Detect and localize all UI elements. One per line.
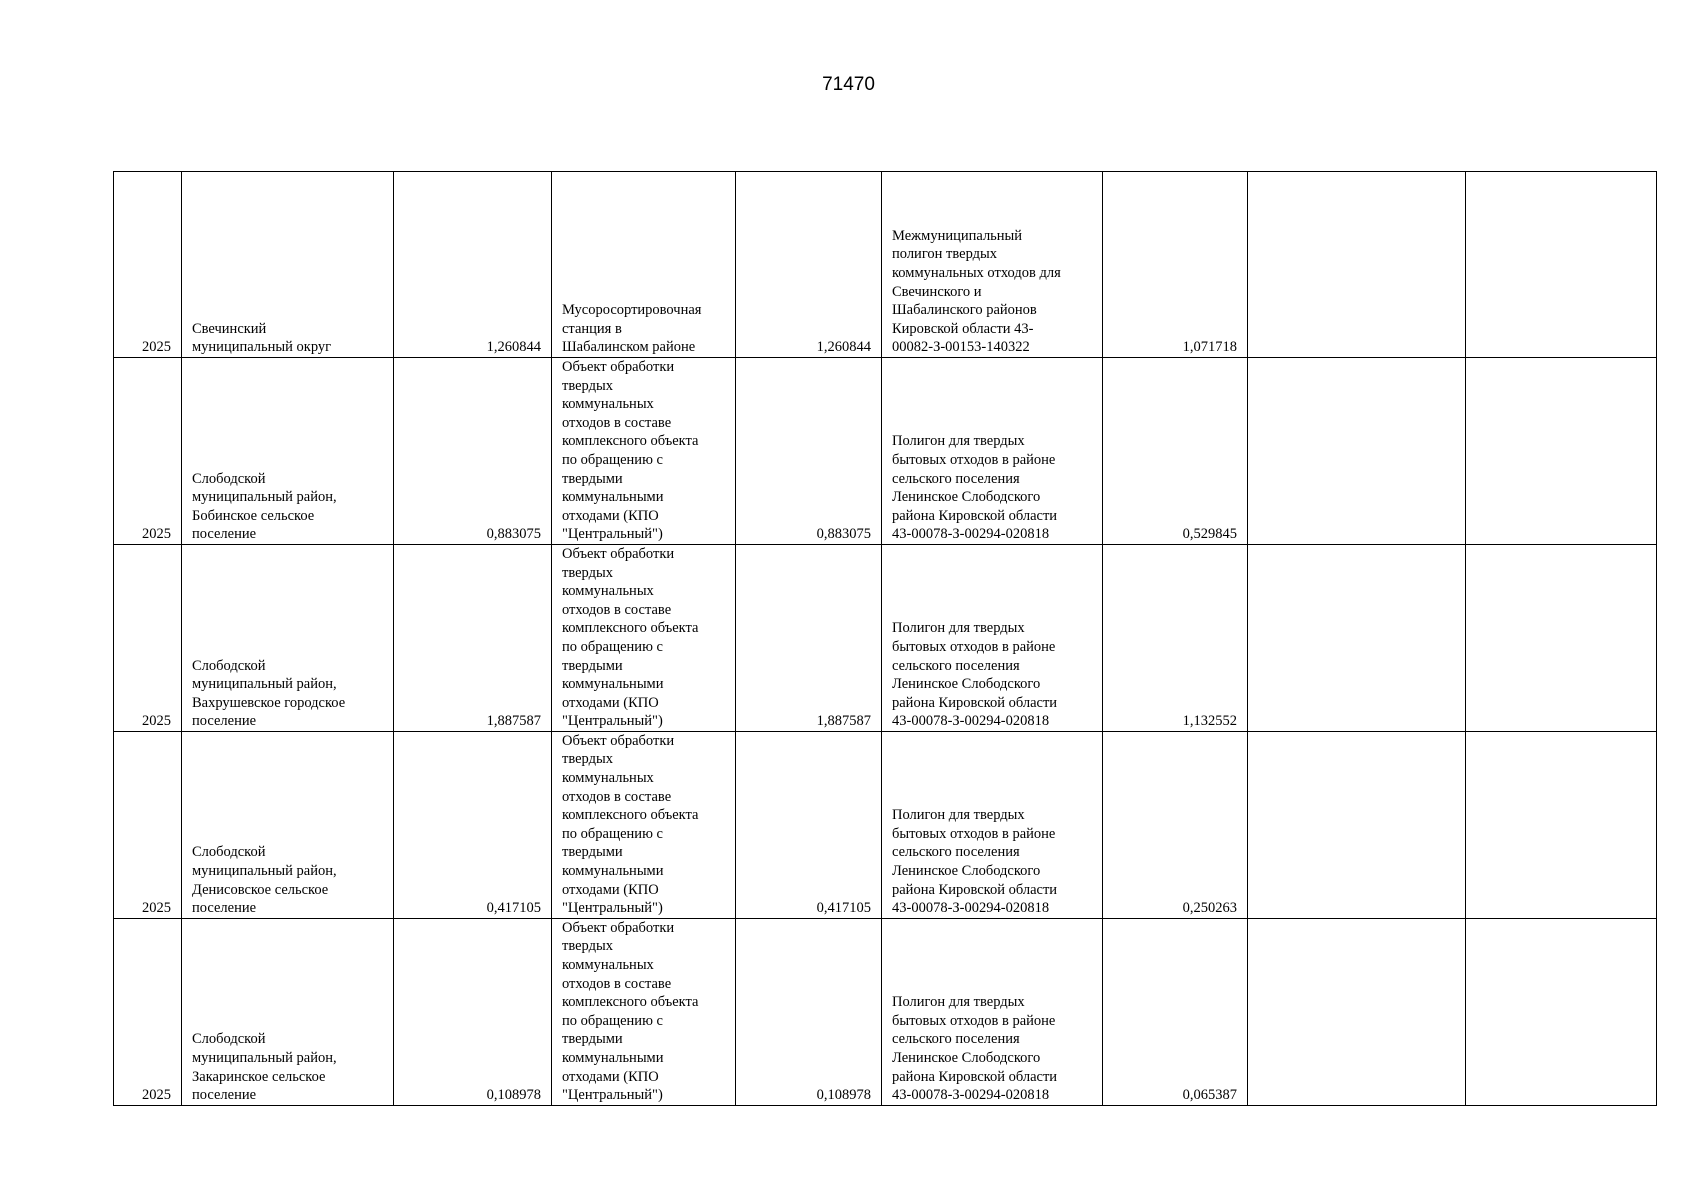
processing-object-cell: Объект обработки твердых коммунальных отходов в составе комплексного объекта по обращению с твердыми коммунальными отходами (КПО "Центральный") [552,731,736,918]
disposal-object-cell: Межмуниципальный полигон твердых коммунальных отходов для Свечинского и Шабалинского районов Кировской области 43- 00082-З-00153-140322 [882,172,1103,358]
municipality-cell: Слободской муниципальный район, Закаринское сельское поселение [182,918,394,1105]
disposal-volume-cell: 0,065387 [1103,918,1248,1105]
disposal-volume-cell: 0,529845 [1103,358,1248,545]
volume-cell: 0,883075 [394,358,552,545]
table-row [114,731,1657,918]
volume-cell: 1,887587 [394,544,552,731]
municipality-cell: Слободской муниципальный район, Вахрушевское городское поселение [182,544,394,731]
municipality-cell: Свечинский муниципальный округ [182,172,394,358]
empty-cell [1248,918,1466,1105]
processing-object-cell: Объект обработки твердых коммунальных отходов в составе комплексного объекта по обращению с твердыми коммунальными отходами (КПО "Центральный") [552,918,736,1105]
empty-cell [1248,731,1466,918]
processing-volume-cell: 0,108978 [736,918,882,1105]
year-cell: 2025 [114,731,182,918]
volume-cell: 1,260844 [394,172,552,358]
year-cell: 2025 [114,358,182,545]
table-row [114,918,1657,1105]
processing-volume-cell: 1,887587 [736,544,882,731]
processing-volume-cell: 0,883075 [736,358,882,545]
processing-object-cell: Объект обработки твердых коммунальных отходов в составе комплексного объекта по обращению с твердыми коммунальными отходами (КПО "Центральный") [552,544,736,731]
disposal-volume-cell: 0,250263 [1103,731,1248,918]
year-cell: 2025 [114,172,182,358]
processing-object-cell: Мусоросортировочная станция в Шабалинском районе [552,172,736,358]
processing-object-cell: Объект обработки твердых коммунальных отходов в составе комплексного объекта по обращению с твердыми коммунальными отходами (КПО "Центральный") [552,358,736,545]
table-row [114,544,1657,731]
disposal-volume-cell: 1,071718 [1103,172,1248,358]
table-row [114,358,1657,545]
disposal-object-cell: Полигон для твердых бытовых отходов в районе сельского поселения Ленинское Слободского района Кировской области 43-00078-З-00294-020818 [882,731,1103,918]
disposal-object-cell: Полигон для твердых бытовых отходов в районе сельского поселения Ленинское Слободского района Кировской области 43-00078-З-00294-020818 [882,544,1103,731]
disposal-object-cell: Полигон для твердых бытовых отходов в районе сельского поселения Ленинское Слободского района Кировской области 43-00078-З-00294-020818 [882,358,1103,545]
municipality-cell: Слободской муниципальный район, Денисовское сельское поселение [182,731,394,918]
year-cell: 2025 [114,918,182,1105]
processing-volume-cell: 0,417105 [736,731,882,918]
empty-cell [1248,358,1466,545]
empty-cell [1466,544,1657,731]
empty-cell [1248,544,1466,731]
empty-cell [1466,172,1657,358]
waste-flow-table [113,171,1657,1106]
processing-volume-cell: 1,260844 [736,172,882,358]
empty-cell [1466,358,1657,545]
volume-cell: 0,417105 [394,731,552,918]
empty-cell [1248,172,1466,358]
municipality-cell: Слободской муниципальный район, Бобинское сельское поселение [182,358,394,545]
disposal-object-cell: Полигон для твердых бытовых отходов в районе сельского поселения Ленинское Слободского района Кировской области 43-00078-З-00294-020818 [882,918,1103,1105]
empty-cell [1466,918,1657,1105]
volume-cell: 0,108978 [394,918,552,1105]
table-row [114,172,1657,358]
empty-cell [1466,731,1657,918]
page-number: 71470 [822,74,875,95]
year-cell: 2025 [114,544,182,731]
disposal-volume-cell: 1,132552 [1103,544,1248,731]
